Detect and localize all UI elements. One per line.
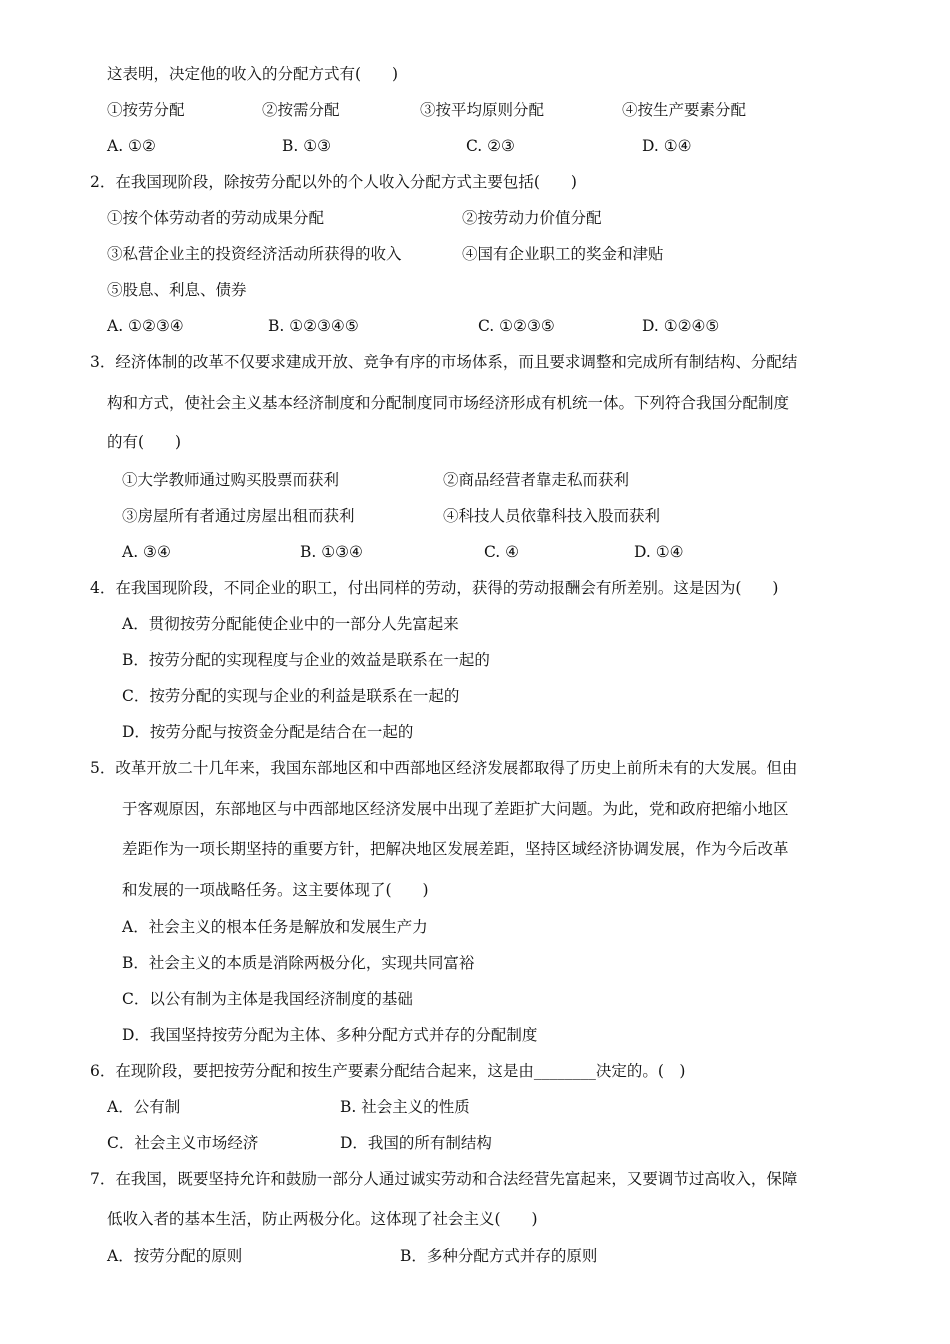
q3-item-4: ④科技人员依靠科技入股而获利 xyxy=(443,507,661,525)
q7-option-a: A．按劳分配的原则 xyxy=(107,1247,243,1265)
q3-item-2: ②商品经营者靠走私而获利 xyxy=(443,471,630,489)
q5-option-d: D．我国坚持按劳分配为主体、多种分配方式并存的分配制度 xyxy=(122,1026,538,1044)
q2-item-2: ②按劳动力价值分配 xyxy=(462,209,602,227)
q1-option-b: B. ①③ xyxy=(282,137,332,155)
q1-item-1: ①按劳分配 xyxy=(107,101,185,119)
q3-option-d: D. ①④ xyxy=(634,543,684,561)
q3-option-a: A. ③④ xyxy=(122,543,171,561)
q3-option-c: C. ④ xyxy=(484,543,520,561)
q5-stem-line-4: 和发展的一项战略任务。这主要体现了( ) xyxy=(122,881,429,899)
q2-item-4: ④国有企业职工的奖金和津贴 xyxy=(462,245,664,263)
q7-option-b: B．多种分配方式并存的原则 xyxy=(400,1247,598,1265)
q5-stem-line-1: 5．改革开放二十几年来，我国东部地区和中西部地区经济发展都取得了历史上前所未有的大发展。但由 xyxy=(90,759,798,777)
q2-option-b: B. ①②③④⑤ xyxy=(268,317,359,335)
q2-stem: 2．在我国现阶段，除按劳分配以外的个人收入分配方式主要包括( ) xyxy=(90,173,577,191)
q4-option-a: A．贯彻按劳分配能使企业中的一部分人先富起来 xyxy=(122,615,459,633)
q7-stem-line-2: 低收入者的基本生活，防止两极分化。这体现了社会主义( ) xyxy=(107,1210,538,1228)
q3-option-b: B. ①③④ xyxy=(300,543,363,561)
q5-stem-line-2: 于客观原因，东部地区与中西部地区经济发展中出现了差距扩大问题。为此，党和政府把缩小地区 xyxy=(122,800,789,818)
q4-option-b: B．按劳分配的实现程度与企业的效益是联系在一起的 xyxy=(122,651,490,669)
q1-stem: 这表明，决定他的收入的分配方式有( ) xyxy=(107,65,399,83)
q1-option-d: D. ①④ xyxy=(642,137,692,155)
q5-stem-line-3: 差距作为一项长期坚持的重要方针，把解决地区发展差距，坚持区域经济协调发展，作为今后改革 xyxy=(122,840,789,858)
q1-option-c: C. ②③ xyxy=(466,137,515,155)
q7-stem-line-1: 7．在我国，既要坚持允许和鼓励一部分人通过诚实劳动和合法经营先富起来，又要调节过高收入，保障 xyxy=(90,1170,798,1188)
q6-option-d: D．我国的所有制结构 xyxy=(340,1134,492,1152)
q4-option-c: C．按劳分配的实现与企业的利益是联系在一起的 xyxy=(122,687,460,705)
q1-item-4: ④按生产要素分配 xyxy=(622,101,747,119)
q1-option-a: A. ①② xyxy=(107,137,156,155)
q6-option-b: B. 社会主义的性质 xyxy=(340,1098,470,1116)
q3-stem-line-2: 构和方式，使社会主义基本经济制度和分配制度同市场经济形成有机统一体。下列符合我国分配制度 xyxy=(107,394,790,412)
q4-stem: 4．在我国现阶段，不同企业的职工，付出同样的劳动，获得的劳动报酬会有所差别。这是因为( ) xyxy=(90,579,779,597)
q5-option-a: A．社会主义的根本任务是解放和发展生产力 xyxy=(122,918,428,936)
q2-option-c: C. ①②③⑤ xyxy=(478,317,555,335)
q3-stem-line-3: 的有( ) xyxy=(107,433,182,451)
q3-item-3: ③房屋所有者通过房屋出租而获利 xyxy=(122,507,355,525)
q6-option-a: A．公有制 xyxy=(107,1098,181,1116)
q2-item-5: ⑤股息、利息、债券 xyxy=(107,281,247,299)
q2-item-1: ①按个体劳动者的劳动成果分配 xyxy=(107,209,325,227)
q5-option-c: C．以公有制为主体是我国经济制度的基础 xyxy=(122,990,413,1008)
q2-option-d: D. ①②④⑤ xyxy=(642,317,720,335)
q1-item-2: ②按需分配 xyxy=(262,101,340,119)
q3-stem-line-1: 3．经济体制的改革不仅要求建成开放、竞争有序的市场体系，而且要求调整和完成所有制结构、分配结 xyxy=(90,353,798,371)
q3-item-1: ①大学教师通过购买股票而获利 xyxy=(122,471,340,489)
q2-option-a: A. ①②③④ xyxy=(107,317,184,335)
q1-item-3: ③按平均原则分配 xyxy=(420,101,545,119)
q5-option-b: B．社会主义的本质是消除两极分化，实现共同富裕 xyxy=(122,954,475,972)
q2-item-3: ③私营企业主的投资经济活动所获得的收入 xyxy=(107,245,402,263)
q4-option-d: D．按劳分配与按资金分配是结合在一起的 xyxy=(122,723,414,741)
q6-stem: 6．在现阶段，要把按劳分配和按生产要素分配结合起来，这是由________决定的。( ) xyxy=(90,1062,686,1080)
q6-option-c: C．社会主义市场经济 xyxy=(107,1134,259,1152)
